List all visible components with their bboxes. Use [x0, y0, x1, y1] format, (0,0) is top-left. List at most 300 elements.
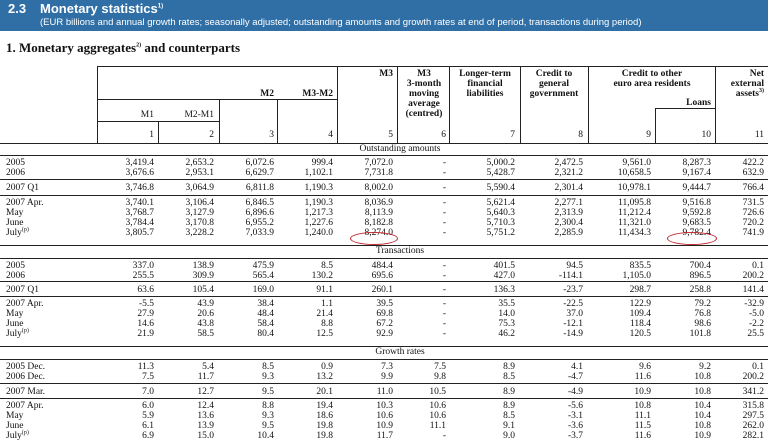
table-cell: 43.9 [197, 299, 214, 309]
table-cell: 141.4 [742, 285, 764, 295]
section-rule [0, 346, 768, 347]
table-cell: 11.6 [634, 431, 651, 441]
table-cell: 5.9 [142, 411, 154, 421]
table-row [0, 319, 768, 329]
header-m2: M2 [260, 89, 274, 99]
section-rule [0, 155, 768, 156]
table-cell: 6.9 [142, 431, 154, 441]
table-cell: 341.2 [742, 387, 764, 397]
table-cell: 8.9 [503, 362, 515, 372]
row-label: 2006 [6, 271, 25, 281]
table-cell: -5.6 [567, 401, 583, 411]
table-cell: 11.0 [376, 387, 393, 397]
table-cell: 10.3 [376, 401, 393, 411]
header-m3-average: M3 3-month moving average (centred) [405, 69, 443, 119]
table-cell: 260.1 [371, 285, 393, 295]
table-cell: 11.1 [429, 421, 446, 431]
header-credit-other: Credit to other euro area residents [613, 69, 691, 89]
table-row [0, 271, 768, 281]
table-cell: 484.4 [371, 261, 393, 271]
table-cell: 38.4 [257, 299, 274, 309]
table-cell: 37.0 [566, 309, 583, 319]
table-cell: 11,095.8 [618, 198, 651, 208]
table-cell: 11.1 [634, 411, 651, 421]
table-cell: - [442, 299, 446, 309]
table-cell: 9.8 [434, 372, 446, 382]
row-label: July$^{(p)}$ [6, 226, 29, 238]
table-cell: 2,321.2 [554, 168, 583, 178]
table-cell: 11,321.0 [618, 218, 651, 228]
table-row [0, 431, 768, 441]
table-cell: 10.4 [257, 431, 274, 441]
table-cell: -114.1 [558, 271, 583, 281]
table-cell: 6,955.2 [245, 218, 274, 228]
col-divider [97, 66, 98, 143]
table-cell: 10.6 [429, 411, 446, 421]
header-m3-m2: M3-M2 [302, 89, 333, 99]
table-cell: 7,731.8 [364, 168, 393, 178]
table-cell: - [442, 168, 446, 178]
table-cell: 20.6 [197, 309, 214, 319]
table-cell: 19.8 [316, 431, 333, 441]
table-cell: - [442, 228, 446, 238]
table-cell: 2,472.5 [554, 158, 583, 168]
table-cell: 3,419.4 [125, 158, 154, 168]
table-cell: 3,127.9 [185, 208, 214, 218]
table-cell: 11.7 [376, 431, 393, 441]
table-cell: 11,434.3 [618, 228, 651, 238]
table-cell: 19.8 [316, 421, 333, 431]
table-cell: -3.7 [567, 431, 583, 441]
table-cell: 8.5 [503, 411, 515, 421]
section-rule [0, 258, 768, 259]
table-cell: 6.0 [142, 401, 154, 411]
table-cell: 5,428.7 [486, 168, 515, 178]
table-cell: 427.0 [493, 271, 515, 281]
table-cell: - [442, 208, 446, 218]
group-rule [0, 281, 768, 282]
table-cell: 18.6 [316, 411, 333, 421]
section-number: 2.3 [8, 1, 27, 16]
table-cell: 1,217.3 [304, 208, 333, 218]
table-cell: 92.9 [376, 329, 393, 339]
group-rule [0, 383, 768, 384]
table-cell: 10.5 [429, 387, 446, 397]
table-cell: 258.8 [689, 285, 711, 295]
table-cell: - [442, 261, 446, 271]
col-divider [219, 99, 220, 143]
table-cell: 58.5 [197, 329, 214, 339]
table-cell: 896.5 [689, 271, 711, 281]
table-cell: 7.5 [434, 362, 446, 372]
row-label: 2006 Dec. [6, 372, 46, 382]
row-label: June [6, 421, 24, 431]
table-cell: 1,227.6 [304, 218, 333, 228]
table-cell: 105.4 [192, 285, 214, 295]
table-cell: 741.9 [742, 228, 764, 238]
table-cell: 565.4 [252, 271, 274, 281]
table-cell: -3.1 [567, 411, 583, 421]
table-cell: 766.4 [742, 183, 764, 193]
table-cell: 7,033.9 [245, 228, 274, 238]
table-cell: 3,228.2 [185, 228, 214, 238]
table-cell: 297.5 [742, 411, 764, 421]
table-cell: -32.9 [744, 299, 764, 309]
table-cell: 1,190.3 [304, 198, 333, 208]
table-cell: 9.0 [503, 431, 515, 441]
table-cell: -22.5 [563, 299, 583, 309]
table-row [0, 198, 768, 208]
table-cell: 76.8 [694, 309, 711, 319]
table-cell: 6,896.6 [245, 208, 274, 218]
table-cell: 1,102.1 [304, 168, 333, 178]
table-cell: 9,516.8 [682, 198, 711, 208]
header-m2-m1: M2-M1 [184, 110, 214, 120]
table-cell: 999.4 [311, 158, 333, 168]
table-cell: 9,444.7 [682, 183, 711, 193]
row-label: June [6, 218, 24, 228]
column-number: 6 [441, 130, 446, 140]
table-cell: 726.6 [742, 208, 764, 218]
row-label: 2007 Q1 [6, 285, 39, 295]
table-cell: 9,683.5 [682, 218, 711, 228]
table-cell: 6,811.8 [245, 183, 274, 193]
header-m3: M3 [379, 69, 393, 79]
table-cell: 0.9 [321, 362, 333, 372]
table-cell: 46.2 [498, 329, 515, 339]
table-row [0, 285, 768, 295]
table-cell: 309.9 [192, 271, 214, 281]
table-cell: 6,629.7 [245, 168, 274, 178]
table-row [0, 218, 768, 228]
table-row [0, 401, 768, 411]
table-cell: 1,240.0 [304, 228, 333, 238]
table-cell: 130.2 [311, 271, 333, 281]
table-cell: 5,621.4 [486, 198, 515, 208]
column-number: 1 [149, 130, 154, 140]
column-number: 8 [578, 130, 583, 140]
table-cell: 8,287.3 [682, 158, 711, 168]
section-outstanding: Outstanding amounts [359, 144, 441, 154]
table-cell: 695.6 [371, 271, 393, 281]
table-cell: 9.5 [262, 387, 274, 397]
table-cell: - [442, 158, 446, 168]
table-row [0, 158, 768, 168]
table-cell: 475.9 [252, 261, 274, 271]
table-cell: 11.5 [634, 421, 651, 431]
table-cell: -3.6 [567, 421, 583, 431]
table-row [0, 208, 768, 218]
row-label: 2005 [6, 261, 25, 271]
table-cell: 9.1 [503, 421, 515, 431]
table-row [0, 329, 768, 339]
table-cell: 2,953.1 [185, 168, 214, 178]
table-cell: 15.0 [197, 431, 214, 441]
table-cell: 48.4 [257, 309, 274, 319]
table-cell: 8,036.9 [364, 198, 393, 208]
table-cell: 7.5 [142, 372, 154, 382]
table-cell: 9.5 [262, 421, 274, 431]
section-description: (EUR billions and annual growth rates; seasonally adjusted; outstanding amounts and growth rates at end of period, transactions during period) [40, 17, 642, 28]
table-cell: 3,676.6 [125, 168, 154, 178]
row-label: May [6, 411, 24, 421]
header-m1: M1 [140, 110, 154, 120]
table-cell: -14.9 [563, 329, 583, 339]
table-cell: 1,105.0 [622, 271, 651, 281]
table-cell: 12.5 [316, 329, 333, 339]
table-row [0, 309, 768, 319]
table-cell: 2,653.2 [185, 158, 214, 168]
table-cell: 9.2 [699, 362, 711, 372]
table-cell: - [442, 431, 446, 441]
table-cell: 6,072.6 [245, 158, 274, 168]
table-cell: 2,300.4 [554, 218, 583, 228]
section-growth: Growth rates [375, 347, 425, 357]
table-cell: -5.0 [748, 309, 764, 319]
section-transactions: Transactions [375, 246, 425, 256]
table-cell: 27.9 [137, 309, 154, 319]
row-label: July$^{(p)}$ [6, 327, 29, 339]
row-label: May [6, 309, 24, 319]
table-cell: 5,710.3 [486, 218, 515, 228]
section-title: Monetary statistics$^{1)}$ [40, 1, 164, 16]
table-cell: 1,190.3 [304, 183, 333, 193]
table-cell: 8,274.0 [364, 228, 393, 238]
table-cell: 298.7 [629, 285, 651, 295]
table-cell: 9.3 [262, 372, 274, 382]
row-label: 2005 Dec. [6, 362, 46, 372]
table-cell: 12.7 [197, 387, 214, 397]
table-cell: 10.8 [694, 372, 711, 382]
table-cell: 43.8 [197, 319, 214, 329]
table-cell: 9,167.4 [682, 168, 711, 178]
table-cell: 10,658.5 [617, 168, 651, 178]
table-cell: 3,106.4 [185, 198, 214, 208]
table-cell: 10.4 [694, 411, 711, 421]
table-cell: 315.8 [742, 401, 764, 411]
row-label: 2007 Mar. [6, 387, 46, 397]
table-cell: 118.4 [629, 319, 651, 329]
row-label: July$^{(p)}$ [6, 429, 29, 441]
table-cell: 58.4 [257, 319, 274, 329]
table-cell: 10.4 [694, 401, 711, 411]
table-cell: 67.2 [376, 319, 393, 329]
col-divider [655, 108, 656, 143]
table-cell: 20.1 [316, 387, 333, 397]
table-cell: 11.3 [137, 362, 154, 372]
column-number: 10 [701, 130, 711, 140]
table-cell: 14.0 [498, 309, 515, 319]
table-cell: 98.6 [694, 319, 711, 329]
table-cell: 8.5 [321, 261, 333, 271]
table-cell: 3,064.9 [185, 183, 214, 193]
table-cell: 5,640.3 [486, 208, 515, 218]
table-cell: 91.1 [316, 285, 333, 295]
table-cell: 109.4 [629, 309, 651, 319]
table-cell: 8.8 [321, 319, 333, 329]
group-rule [0, 398, 768, 399]
table-cell: 120.5 [629, 329, 651, 339]
table-cell: 12.4 [197, 401, 214, 411]
header-net-external: Net external assets$^{3)}$ [730, 69, 764, 99]
table-cell: 6,846.5 [245, 198, 274, 208]
header-longer-term: Longer-term financial liabilities [459, 69, 511, 99]
column-number: 3 [269, 130, 274, 140]
table-row [0, 168, 768, 178]
table-cell: 13.9 [197, 421, 214, 431]
table-cell: - [442, 271, 446, 281]
group-rule [0, 195, 768, 196]
group-rule [0, 296, 768, 297]
table-cell: 401.5 [493, 261, 515, 271]
column-number: 2 [209, 130, 214, 140]
table-cell: - [442, 319, 446, 329]
table-cell: 138.9 [192, 261, 214, 271]
table-cell: 3,746.8 [125, 183, 154, 193]
table-cell: 21.9 [137, 329, 154, 339]
table-cell: 3,784.4 [125, 218, 154, 228]
table-cell: 8.5 [262, 362, 274, 372]
table-cell: 7.3 [381, 362, 393, 372]
table-cell: -4.7 [567, 372, 583, 382]
table-row [0, 183, 768, 193]
row-label: 2007 Apr. [6, 401, 44, 411]
table-cell: 9.6 [639, 362, 651, 372]
table-cell: 337.0 [132, 261, 154, 271]
table-cell: 9.9 [381, 372, 393, 382]
table-cell: 0.1 [752, 362, 764, 372]
subheader-rule-m2 [97, 99, 337, 100]
table-cell: 19.4 [316, 401, 333, 411]
table-cell: 8.5 [503, 372, 515, 382]
table-cell: 2,285.9 [554, 228, 583, 238]
column-number: 11 [754, 130, 764, 140]
table-cell: 10,978.1 [617, 183, 651, 193]
table-cell: 122.9 [629, 299, 651, 309]
table-cell: 2,277.1 [554, 198, 583, 208]
table-cell: 720.2 [742, 218, 764, 228]
table-cell: - [442, 309, 446, 319]
table-cell: - [442, 183, 446, 193]
table-cell: 200.2 [742, 271, 764, 281]
table-row [0, 421, 768, 431]
table-cell: 2,313.9 [554, 208, 583, 218]
table-cell: 8.9 [503, 387, 515, 397]
table-cell: 7.0 [142, 387, 154, 397]
header-top-rule [97, 66, 768, 67]
table-cell: 11.7 [197, 372, 214, 382]
table-cell: 136.3 [493, 285, 515, 295]
table-cell: 25.5 [747, 329, 764, 339]
table-cell: 169.0 [252, 285, 274, 295]
table-row [0, 411, 768, 421]
table-row [0, 299, 768, 309]
table-cell: 8.9 [503, 401, 515, 411]
table-cell: 700.4 [689, 261, 711, 271]
table-cell: 13.2 [316, 372, 333, 382]
column-number: 4 [328, 130, 333, 140]
column-number: 5 [388, 130, 393, 140]
table-cell: 731.5 [742, 198, 764, 208]
table-cell: - [442, 198, 446, 208]
table-cell: 4.1 [571, 362, 583, 372]
highlight-loans-july [667, 232, 717, 245]
table-cell: -23.7 [563, 285, 583, 295]
table-cell: 13.6 [197, 411, 214, 421]
table-cell: 10.9 [634, 387, 651, 397]
table-row [0, 372, 768, 382]
table-title: 1. Monetary aggregates$^{2)}$ and counterparts [6, 40, 241, 55]
column-number: 9 [646, 130, 651, 140]
table-cell: 3,740.1 [125, 198, 154, 208]
table-row [0, 261, 768, 271]
table-cell: 5,000.2 [486, 158, 515, 168]
table-cell: -2.2 [748, 319, 764, 329]
section-rule [0, 245, 768, 246]
table-cell: 3,170.8 [185, 218, 214, 228]
table-row [0, 387, 768, 397]
table-cell: 6.1 [142, 421, 154, 431]
table-cell: 80.4 [257, 329, 274, 339]
row-label: 2007 Apr. [6, 198, 44, 208]
highlight-m3-july [350, 232, 398, 245]
table-cell: 5,751.2 [486, 228, 515, 238]
table-cell: 39.5 [376, 299, 393, 309]
group-rule [0, 179, 768, 180]
table-cell: 10.8 [694, 421, 711, 431]
table-cell: 9,782.4 [682, 228, 711, 238]
table-cell: -5.5 [138, 299, 154, 309]
header-loans: Loans [686, 98, 711, 108]
table-cell: 75.3 [498, 319, 515, 329]
table-cell: - [442, 285, 446, 295]
table-cell: 9,592.8 [682, 208, 711, 218]
table-cell: -4.9 [567, 387, 583, 397]
row-label: 2007 Q1 [6, 183, 39, 193]
table-cell: 835.5 [629, 261, 651, 271]
row-label: June [6, 319, 24, 329]
table-cell: 14.6 [137, 319, 154, 329]
table-cell: 8,002.0 [364, 183, 393, 193]
table-cell: - [442, 329, 446, 339]
row-label: May [6, 208, 24, 218]
table-cell: 10.9 [694, 431, 711, 441]
table-cell: 0.1 [752, 261, 764, 271]
table-cell: 2,301.4 [554, 183, 583, 193]
column-number: 7 [510, 130, 515, 140]
table-cell: 21.4 [316, 309, 333, 319]
table-cell: 10.6 [429, 401, 446, 411]
table-cell: - [442, 218, 446, 228]
table-row [0, 362, 768, 372]
table-cell: -12.1 [563, 319, 583, 329]
table-cell: 8.8 [262, 401, 274, 411]
table-cell: 282.1 [742, 431, 764, 441]
table-cell: 10.9 [376, 421, 393, 431]
col-divider [277, 99, 278, 143]
table-cell: 9.3 [262, 411, 274, 421]
row-label: 2005 [6, 158, 25, 168]
section-banner [0, 0, 768, 31]
table-cell: 632.9 [742, 168, 764, 178]
table-cell: 10.8 [634, 401, 651, 411]
row-label: 2006 [6, 168, 25, 178]
table-cell: 101.8 [689, 329, 711, 339]
table-cell: 7,072.0 [364, 158, 393, 168]
table-cell: 35.5 [498, 299, 515, 309]
row-label: 2007 Apr. [6, 299, 44, 309]
table-cell: 79.2 [694, 299, 711, 309]
